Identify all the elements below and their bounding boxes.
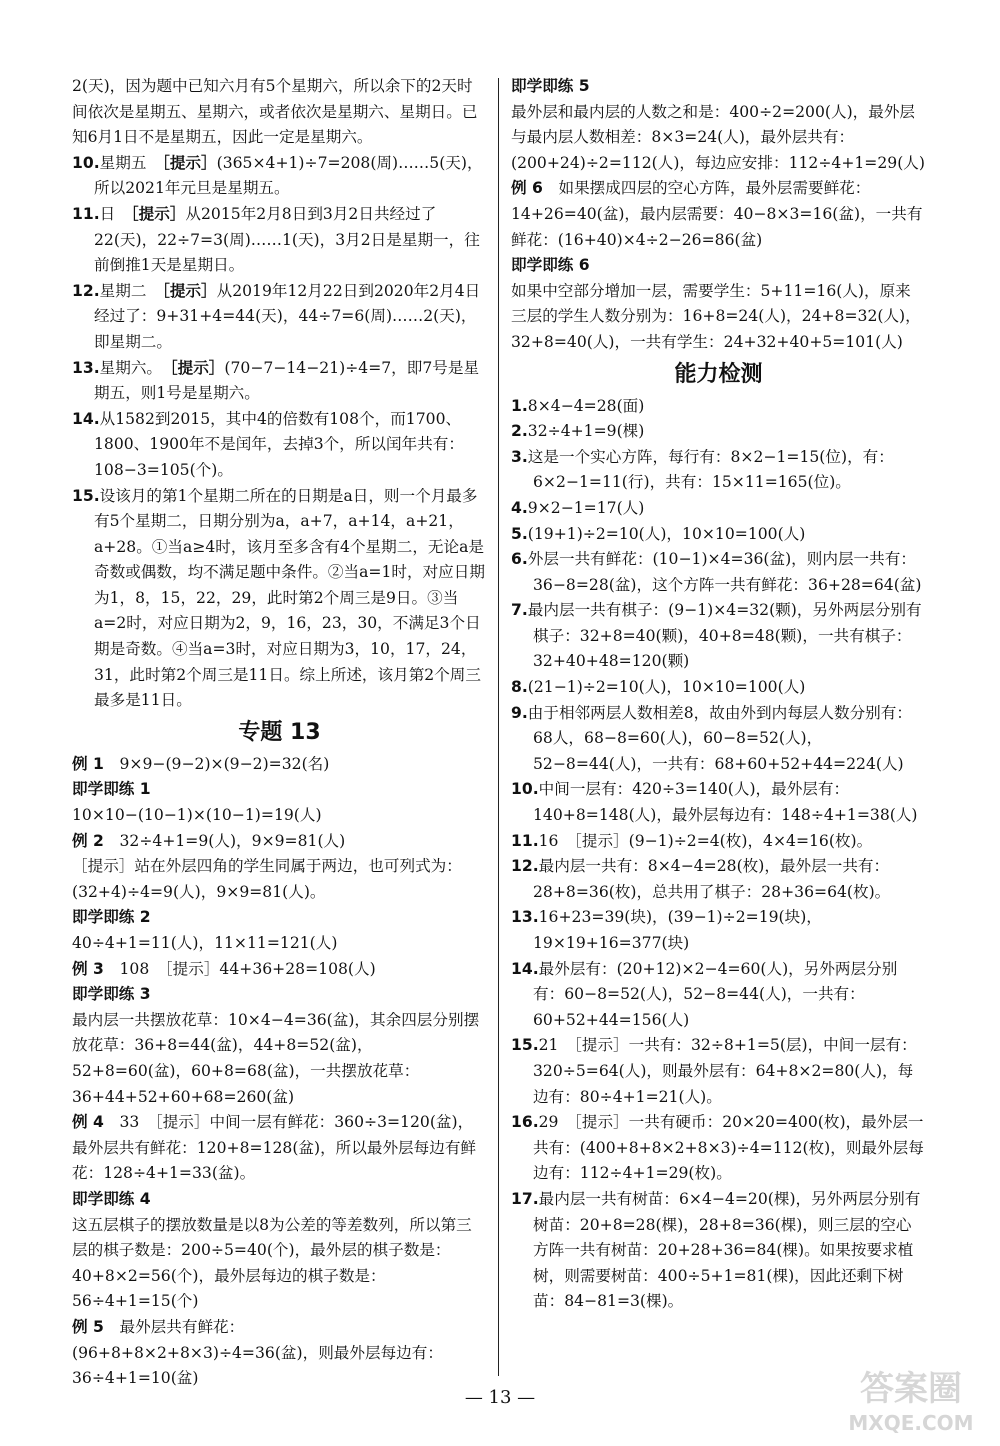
answer-number: 7. bbox=[511, 601, 528, 620]
answer-number: 11. bbox=[511, 831, 539, 850]
answer-value: 日 bbox=[99, 204, 116, 223]
answer-number: 11. bbox=[72, 204, 100, 223]
answer-text: 32÷4+1=9(棵) bbox=[527, 422, 645, 441]
answer-item bbox=[511, 598, 926, 675]
answer-text: 21 ［提示］一共有：32÷8+1=5(层)，中间一层有：320÷5=64(人)，则最外层有：64+8×2=80(人)，每边有：80÷4+1=21(人)。 bbox=[533, 1036, 917, 1106]
answer-text: 8×4−4=28(面) bbox=[527, 396, 645, 415]
answer-text: 29 ［提示］一共有硬币：20×20=400(枚)，最外层一共有：(400+8+8×2+8×3)÷4=112(枚)，则最外层每边有：112÷4+1=29(枚)。 bbox=[533, 1113, 924, 1183]
answer-number: 14. bbox=[511, 959, 539, 978]
example-block bbox=[511, 253, 926, 279]
answer-number: 4. bbox=[511, 498, 528, 517]
answer-number: 2. bbox=[511, 422, 528, 441]
example-label: 即学即练 6 bbox=[511, 256, 590, 275]
answer-item bbox=[72, 407, 487, 484]
section-title-topic-13: 专题 13 bbox=[238, 719, 321, 745]
example-text: 如果中空部分增加一层，需要学生：5+11=16(人)，原来三层的学生人数分别为：16+8=24(人)，24+8=32(人)，32+8=40(人)，一共有学生：24+32+40+5=101(人) bbox=[511, 281, 921, 351]
example-text: 9×9−(9−2)×(9−2)=32(名) bbox=[119, 754, 330, 773]
answer-text: 由于相邻两层人数相差8，故由外到内每层人数分别有：68人，68−8=60(人)，60−8=52(人)，52−8=44(人)，一共有：68+60+52+44=224(人) bbox=[527, 703, 912, 773]
left-intro: 2(天)，因为题中已知六月有5个星期六，所以余下的2天时间依次是星期五、星期六，或者依次是星期六、星期日。已知6月1日不是星期五，因此一定是星期六。 bbox=[72, 77, 478, 147]
example-label: 例 5 bbox=[72, 1317, 104, 1336]
answer-text: 最内层一共有树苗：6×4−4=20(棵)，另外两层分别有树苗：20+8=28(棵)，28+8=36(棵)，则三层的空心方阵一共有树苗：20+28+36=84(棵)。如果按要求植树，则需要树苗：400÷5+1=81(棵)，因此还剩下树苗：84−81=3(棵)。 bbox=[533, 1189, 921, 1311]
left-example-blocks bbox=[72, 752, 487, 1392]
example-block bbox=[72, 905, 487, 931]
answer-text: 这是一个实心方阵，每行有：8×2−1=15(位)，有：6×2−1=11(行)，共有：15×11=165(位)。 bbox=[527, 447, 894, 492]
answer-text: 最内层一共有棋子：(9−1)×4=32(颗)，另外两层分别有棋子：32+8=40(颗)，40+8=48(颗)，一共有棋子：32+40+48=120(颗) bbox=[527, 601, 922, 671]
answer-number: 14. bbox=[72, 409, 100, 428]
answer-item bbox=[511, 701, 926, 778]
example-text: 10×10−(10−1)×(10−1)=19(人) bbox=[72, 806, 322, 825]
answer-item bbox=[511, 905, 926, 956]
hint-label: ［提示］ bbox=[162, 281, 217, 300]
answer-text: 16+23=39(块)，(39−1)÷2=19(块)，19×19+16=377(块) bbox=[533, 908, 822, 952]
watermark-line1: 答案圈 bbox=[860, 1369, 962, 1409]
example-block bbox=[72, 957, 487, 983]
example-label: 例 3 bbox=[72, 959, 104, 978]
answer-item bbox=[511, 522, 926, 548]
answer-item bbox=[72, 484, 487, 714]
answer-number: 8. bbox=[511, 678, 528, 697]
solution-text bbox=[72, 803, 487, 829]
right-answer-list bbox=[511, 394, 926, 1315]
example-label: 即学即练 4 bbox=[72, 1189, 151, 1208]
example-label: 即学即练 3 bbox=[72, 985, 151, 1004]
answer-item bbox=[511, 496, 926, 522]
answer-text: (70−7−14−21)÷4=7，即7号是星期五，则1号是星期六。 bbox=[94, 358, 480, 403]
example-text: ［提示］站在外层四角的学生同属于两边，也可列式为：(32+4)÷4=9(人)，9×9=81(人)。 bbox=[72, 857, 462, 901]
answer-item bbox=[72, 356, 487, 407]
answer-text: (21−1)÷2=10(人)，10×10=100(人) bbox=[527, 678, 806, 697]
answer-item bbox=[511, 445, 926, 496]
answer-item bbox=[511, 419, 926, 445]
answer-item bbox=[511, 829, 926, 855]
answer-text: 设该月的第1个星期二所在的日期是a日，则一个月最多有5个星期二，日期分别为a，a+7，a+14，a+21，a+28。①当a≥4时，该月至多含有4个星期二，无论a是奇数或偶数，均不满足题中条件。②当a=1时，对应日期为1，8，15，22，29，此时第2个周三是9日。③当a=2时，对应日期为2，9，16，23，30，不满足3个日期是奇数。④当a=3时，对应日期为3，10，17，24，31，此时第2个周三是11日。综上所述，该月第2个周三最多是11日。 bbox=[94, 486, 485, 710]
right-column bbox=[511, 74, 926, 1315]
answer-item bbox=[72, 151, 487, 202]
answer-item bbox=[511, 394, 926, 420]
answer-number: 13. bbox=[72, 358, 100, 377]
answer-item bbox=[511, 547, 926, 598]
example-text: 33 ［提示］中间一层有鲜花：360÷3=120(盆)，最外层共有鲜花：120+8=128(盆)，所以最外层每边有鲜花：128÷4+1=33(盆)。 bbox=[72, 1113, 477, 1183]
example-label: 例 4 bbox=[72, 1113, 104, 1132]
example-block bbox=[511, 74, 926, 100]
example-label: 例 1 bbox=[72, 754, 104, 773]
answer-number: 3. bbox=[511, 447, 528, 466]
answer-item bbox=[511, 854, 926, 905]
answer-item bbox=[511, 1110, 926, 1187]
example-label: 例 2 bbox=[72, 831, 104, 850]
answer-text: 外层一共有鲜花：(10−1)×4=36(盆)，则内层一共有：36−8=28(盆)，这个方阵一共有鲜花：36+28=64(盆) bbox=[527, 550, 922, 594]
answer-number: 12. bbox=[511, 857, 539, 876]
watermark-line2: MXQE.COM bbox=[848, 1411, 974, 1435]
left-column bbox=[72, 74, 487, 1392]
example-text: 最内层一共摆放花草：10×4−4=36(盆)，其余四层分别摆放花草：36+8=44(盆)，44+8=52(盆)，52+8=60(盆)，60+8=68(盆)，一共摆放花草：36+44+52+60+68=260(盆) bbox=[72, 1010, 480, 1106]
answer-number: 15. bbox=[511, 1036, 539, 1055]
answer-item bbox=[511, 777, 926, 828]
answer-item bbox=[511, 957, 926, 1034]
answer-number: 10. bbox=[511, 780, 539, 799]
example-text: 108 ［提示］44+36+28=108(人) bbox=[119, 959, 376, 978]
answer-text: 中间一层有：420÷3=140(人)，最外层有：140+8=148(人)，最外层每边有：148÷4+1=38(人) bbox=[533, 780, 918, 825]
example-block bbox=[72, 777, 487, 803]
answer-item bbox=[511, 1187, 926, 1315]
answer-text: 最内层一共有：8×4−4=28(枚)，最外层一共有：28+8=36(枚)，总共用了棋子：28+36=64(枚)。 bbox=[533, 857, 891, 901]
answer-number: 12. bbox=[72, 281, 100, 300]
section-title-ability-test: 能力检测 bbox=[674, 361, 763, 387]
answer-number: 1. bbox=[511, 396, 528, 415]
example-label: 即学即练 2 bbox=[72, 908, 151, 927]
page-number: — 13 — bbox=[464, 1387, 536, 1408]
answer-value: 星期五 bbox=[99, 153, 147, 172]
answer-number: 5. bbox=[511, 524, 528, 543]
left-answer-list bbox=[72, 151, 487, 714]
example-block bbox=[72, 829, 487, 855]
answer-number: 6. bbox=[511, 550, 528, 569]
example-text: 最外层和最内层的人数之和是：400÷2=200(人)，最外层与最内层人数相差：8×3=24(人)，最外层共有：(200+24)÷2=112(人)，每边应安排：112÷4+1=29(人) bbox=[511, 102, 925, 172]
answer-number: 10. bbox=[72, 153, 100, 172]
answer-text: 从2015年2月8日到3月2日共经过了22(天)，22÷7=3(周)……1(天)，3月2日是星期一，往前倒推1天是星期日。 bbox=[94, 204, 480, 275]
answer-text: (19+1)÷2=10(人)，10×10=100(人) bbox=[527, 524, 806, 543]
watermark-logo bbox=[836, 1356, 986, 1438]
answer-value: 星期二 bbox=[99, 281, 147, 300]
example-block bbox=[72, 982, 487, 1008]
example-label: 即学即练 5 bbox=[511, 77, 590, 95]
solution-text bbox=[511, 100, 926, 177]
example-text: 这五层棋子的摆放数量是以8为公差的等差数列，所以第三层的棋子数是：200÷5=40(个)，最外层的棋子数是：40+8×2=56(个)，最外层每边的棋子数是：56÷4+1=15(个) bbox=[72, 1215, 472, 1311]
answer-number: 13. bbox=[511, 908, 539, 927]
answer-number: 16. bbox=[511, 1113, 539, 1132]
example-text: 40÷4+1=11(人)，11×11=121(人) bbox=[72, 934, 338, 952]
hint-label: ［提示］ bbox=[169, 358, 225, 377]
example-block bbox=[72, 1187, 487, 1213]
hint-label: ［提示］ bbox=[130, 204, 186, 223]
example-text: 32÷4+1=9(人)，9×9=81(人) bbox=[119, 831, 346, 850]
solution-text bbox=[72, 931, 487, 957]
example-block bbox=[72, 1315, 487, 1392]
answer-item bbox=[511, 675, 926, 701]
right-example-blocks bbox=[511, 74, 926, 356]
example-block bbox=[72, 752, 487, 778]
example-block bbox=[511, 176, 926, 253]
answer-text: 9×2−1=17(人) bbox=[527, 498, 645, 517]
answer-text: 最外层有：(20+12)×2−4=60(人)，另外两层分别有：60−8=52(人)，52−8=44(人)，一共有：60+52+44=156(人) bbox=[533, 959, 898, 1029]
answer-number: 15. bbox=[72, 486, 100, 505]
solution-text bbox=[72, 1213, 487, 1315]
hint-label: ［提示］ bbox=[162, 153, 217, 172]
example-text: 最外层共有鲜花：(96+8+8×2+8×3)÷4=36(盆)，则最外层每边有：36÷4+1=10(盆) bbox=[72, 1317, 443, 1388]
answer-item bbox=[72, 202, 487, 279]
answer-text: 从1582到2015，其中4的倍数有108个，而1700、1800、1900年不是闰年，去掉3个，所以闰年共有：108−3=105(个)。 bbox=[94, 409, 464, 479]
solution-text bbox=[72, 854, 487, 905]
example-label: 即学即练 1 bbox=[72, 780, 151, 799]
example-block bbox=[72, 1110, 487, 1187]
answer-number: 9. bbox=[511, 703, 528, 722]
example-text: 如果摆成四层的空心方阵，最外层需要鲜花：14+26=40(盆)，最内层需要：40−8×3=16(盆)，一共有鲜花：(16+40)×4÷2−26=86(盆) bbox=[511, 179, 923, 249]
answer-text: 16 ［提示］(9−1)÷2=4(枚)，4×4=16(枚)。 bbox=[538, 831, 873, 850]
solution-text bbox=[511, 279, 926, 356]
answer-text: (365×4+1)÷7=208(周)……5(天)，所以2021年元旦是星期五。 bbox=[94, 153, 483, 198]
column-divider bbox=[498, 78, 499, 1376]
answer-value: 星期六。 bbox=[99, 358, 155, 377]
answer-item bbox=[72, 279, 487, 356]
solution-text bbox=[72, 1008, 487, 1110]
answer-text: 从2019年12月22日到2020年2月4日经过了：9+31+4=44(天)，44÷7=6(周)……2(天)，即星期二。 bbox=[94, 281, 481, 351]
answer-number: 17. bbox=[511, 1189, 539, 1208]
example-label: 例 6 bbox=[511, 179, 543, 198]
answer-item bbox=[511, 1033, 926, 1110]
